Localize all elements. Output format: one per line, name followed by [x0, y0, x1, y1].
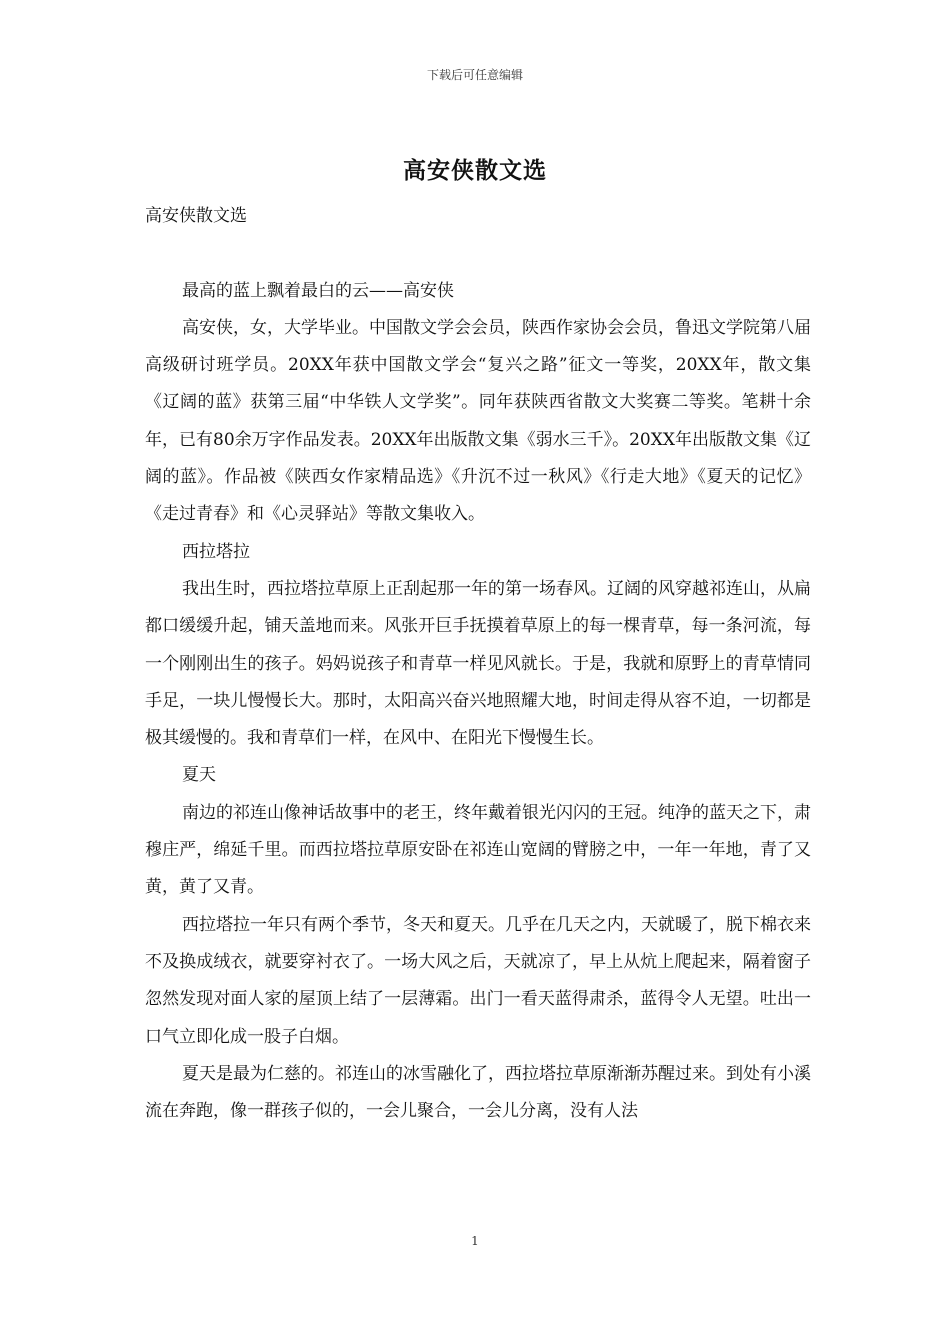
paragraph: 夏天是最为仁慈的。祁连山的冰雪融化了，西拉塔拉草原渐渐苏醒过来。到处有小溪流在奔跑，像一群孩子似的，一会儿聚合，一会儿分离，没有人法 — [145, 1063, 811, 1122]
document-body — [145, 198, 811, 1130]
paragraph: 西拉塔拉一年只有两个季节，冬天和夏天。几乎在几天之内，天就暖了，脱下棉衣来不及换成绒衣，就要穿衬衣了。一场大风之后，天就凉了，早上从炕上爬起来，隔着窗子忽然发现对面人家的屋顶上结了一层薄霜。出门一看天蓝得肃杀，蓝得令人无望。吐出一口气立即化成一股子白烟。 — [145, 914, 811, 1047]
paragraph: 我出生时，西拉塔拉草原上正刮起那一年的第一场春风。辽阔的风穿越祁连山，从扁都口缓缓升起，铺天盖地而来。风张开巨手抚摸着草原上的每一棵青草，每一条河流，每一个刚刚出生的孩子。妈妈说孩子和青草一样见风就长。于是，我就和原野上的青草情同手足，一块儿慢慢长大。那时，太阳高兴奋兴地照耀大地，时间走得从容不迫，一切都是极其缓慢的。我和青草们一样，在风中、在阳光下慢慢生长。 — [145, 578, 811, 749]
page-header-note: 下载后可任意编辑 — [426, 68, 523, 82]
section-heading: 西拉塔拉 — [182, 541, 250, 562]
paragraph: 南边的祁连山像神话故事中的老王，终年戴着银光闪闪的王冠。纯净的蓝天之下，肃穆庄严，绵延千里。而西拉塔拉草原安卧在祁连山宽阔的臂膀之中，一年一年地，青了又黄，黄了又青。 — [145, 802, 811, 898]
document-title: 高安侠散文选 — [403, 157, 547, 184]
document-subtitle: 高安侠散文选 — [145, 206, 247, 226]
section-heading: 夏天 — [182, 765, 216, 786]
page-number: 1 — [471, 1234, 479, 1248]
section-heading: 最高的蓝上飘着最白的云——高安侠 — [182, 280, 454, 301]
blank-line — [145, 235, 811, 272]
paragraph: 高安侠，女，大学毕业。中国散文学会会员，陕西作家协会会员，鲁迅文学院第八届高级研讨班学员。20XX年获中国散文学会“复兴之路”征文一等奖，20XX年，散文集《辽阔的蓝》获第三届“中华铁人文学奖”。同年获陕西省散文大奖赛二等奖。笔耕十余年，已有80余万字作品发表。20XX年出版散文集《弱水三千》。20XX年出版散文集《辽阔的蓝》。作品被《陕西女作家精品选》《升沉不过一秋风》《行走大地》《夏天的记忆》《走过青春》和《心灵驿站》等散文集收入。 — [145, 317, 811, 525]
